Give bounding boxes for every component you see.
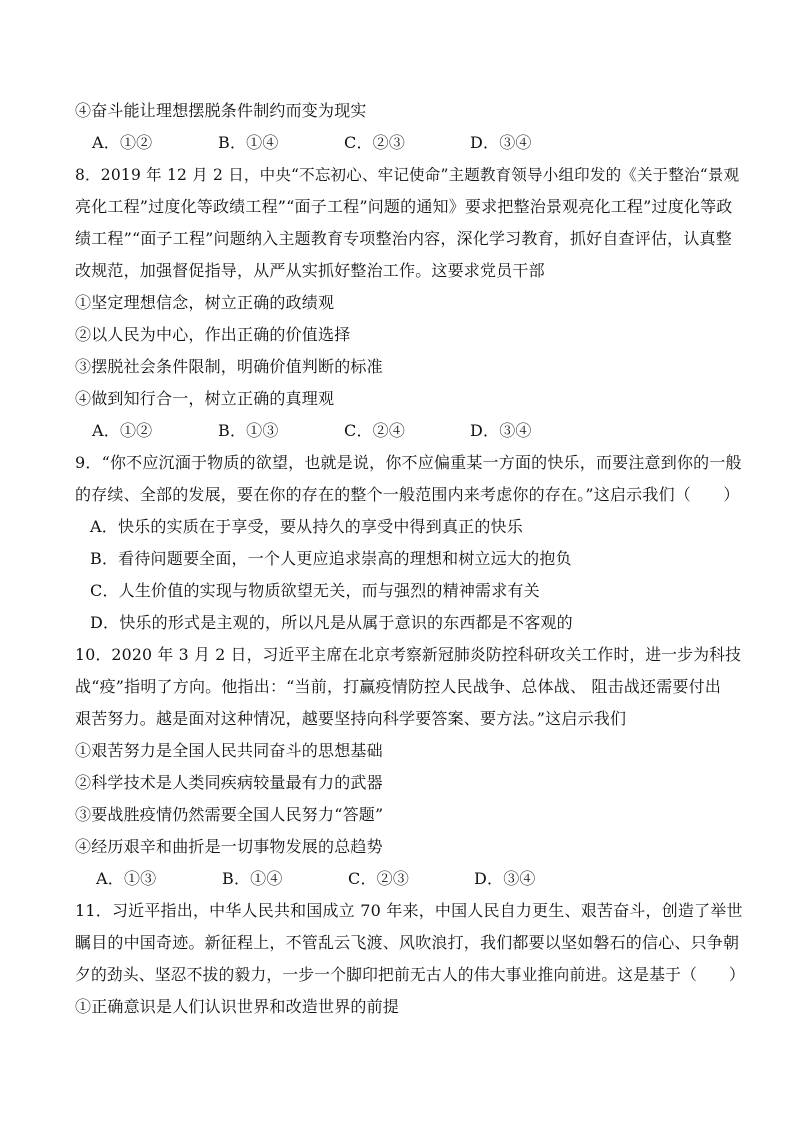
q11-stem-line-3: 夕的劲头、坚忍不拔的毅力，一步一个脚印把前无古人的伟大事业推向前进。这是基于（ ）	[75, 965, 745, 984]
q8-stem-line-4: 改规范，加强督促指导，从严从实抓好整治工作。这要求党员干部	[75, 261, 545, 280]
q10-statement-2: ②科学技术是人类同疾病较量最有力的武器	[75, 773, 383, 792]
q9-stem-line-1: 9．“你不应沉湎于物质的欲望，也就是说，你不应偏重某一方面的快乐，而要注意到你的一般	[75, 453, 742, 472]
q10-statement-3: ③要战胜疫情仍然需要全国人民努力“答题”	[75, 805, 384, 824]
q7-option-d: D．③④	[470, 133, 532, 152]
q8-statement-4: ④做到知行合一，树立正确的真理观	[75, 389, 335, 408]
q8-option-b: B．①③	[218, 421, 279, 440]
q8-options	[92, 421, 532, 441]
q10-stem-line-3: 艰苦努力。越是面对这种情况，越要坚持向科学要答案、要方法。”这启示我们	[75, 709, 627, 728]
q7-option-c: C．②③	[344, 133, 406, 152]
q8-statement-1: ①坚定理想信念，树立正确的政绩观	[75, 293, 335, 312]
q8-option-c: C．②④	[344, 421, 406, 440]
q11-stem-line-2: 瞩目的中国奇迹。新征程上，不管乱云飞渡、风吹浪打，我们都要以坚如磐石的信心、只争朝	[75, 933, 740, 952]
q10-statement-4: ④经历艰辛和曲折是一切事物发展的总趋势	[75, 837, 383, 856]
q10-statement-1: ①艰苦努力是全国人民共同奋斗的思想基础	[75, 741, 383, 760]
q10-option-a: A．①③	[96, 869, 157, 888]
q8-stem-line-2: 亮化工程”过度化等政绩工程”“面子工程”问题的通知》要求把整治景观亮化工程”过度化等政	[75, 197, 733, 216]
q10-option-b: B．①④	[222, 869, 283, 888]
q10-stem-line-1: 10．2020 年 3 月 2 日，习近平主席在北京考察新冠肺炎防控科研攻关工作时，进一步为科技	[75, 645, 742, 664]
q7-statement-4: ④奋斗能让理想摆脱条件制约而变为现实	[75, 101, 367, 120]
q11-statement-1: ①正确意识是人们认识世界和改造世界的前提	[75, 997, 400, 1016]
q7-option-b: B．①④	[218, 133, 279, 152]
q8-stem-line-1: 8．2019 年 12 月 2 日，中央“不忘初心、牢记使命”主题教育领导小组印发的《关于整治“景观	[75, 166, 740, 184]
q9-option-a: A．快乐的实质在于享受，要从持久的享受中得到真正的快乐	[90, 517, 523, 536]
q8-statement-2: ②以人民为中心，作出正确的价值选择	[75, 325, 351, 344]
q9-option-b: B．看待问题要全面，一个人更应追求崇高的理想和树立远大的抱负	[90, 549, 572, 568]
q8-option-a: A．①②	[92, 421, 153, 440]
q8-stem-line-3: 绩工程”“面子工程”问题纳入主题教育专项整治内容，深化学习教育，抓好自查评估，认真整	[75, 229, 732, 248]
q9-option-c: C．人生价值的实现与物质欲望无关，而与强烈的精神需求有关	[90, 581, 540, 600]
q10-option-c: C．②③	[348, 869, 410, 888]
q7-option-a: A．①②	[92, 133, 153, 152]
q11-stem-line-1: 11．习近平指出，中华人民共和国成立 70 年来，中国人民自力更生、艰苦奋斗，创造了举世	[75, 901, 743, 920]
q8-option-d: D．③④	[470, 421, 532, 440]
q10-option-d: D．③④	[474, 869, 536, 888]
q10-options	[96, 869, 536, 889]
q10-stem-line-2: 战“疫”指明了方向。他指出：“当前，打赢疫情防控人民战争、总体战、 阻击战还需要付出	[75, 677, 722, 696]
q8-statement-3: ③摆脱社会条件限制，明确价值判断的标准	[75, 357, 383, 376]
q9-option-d: D．快乐的形式是主观的，所以凡是从属于意识的东西都是不客观的	[90, 613, 573, 632]
q7-options	[92, 133, 532, 153]
q9-stem-line-2: 的存续、全部的发展，要在你的存在的整个一般范围内来考虑你的存在。”这启示我们（ ）	[75, 485, 740, 504]
